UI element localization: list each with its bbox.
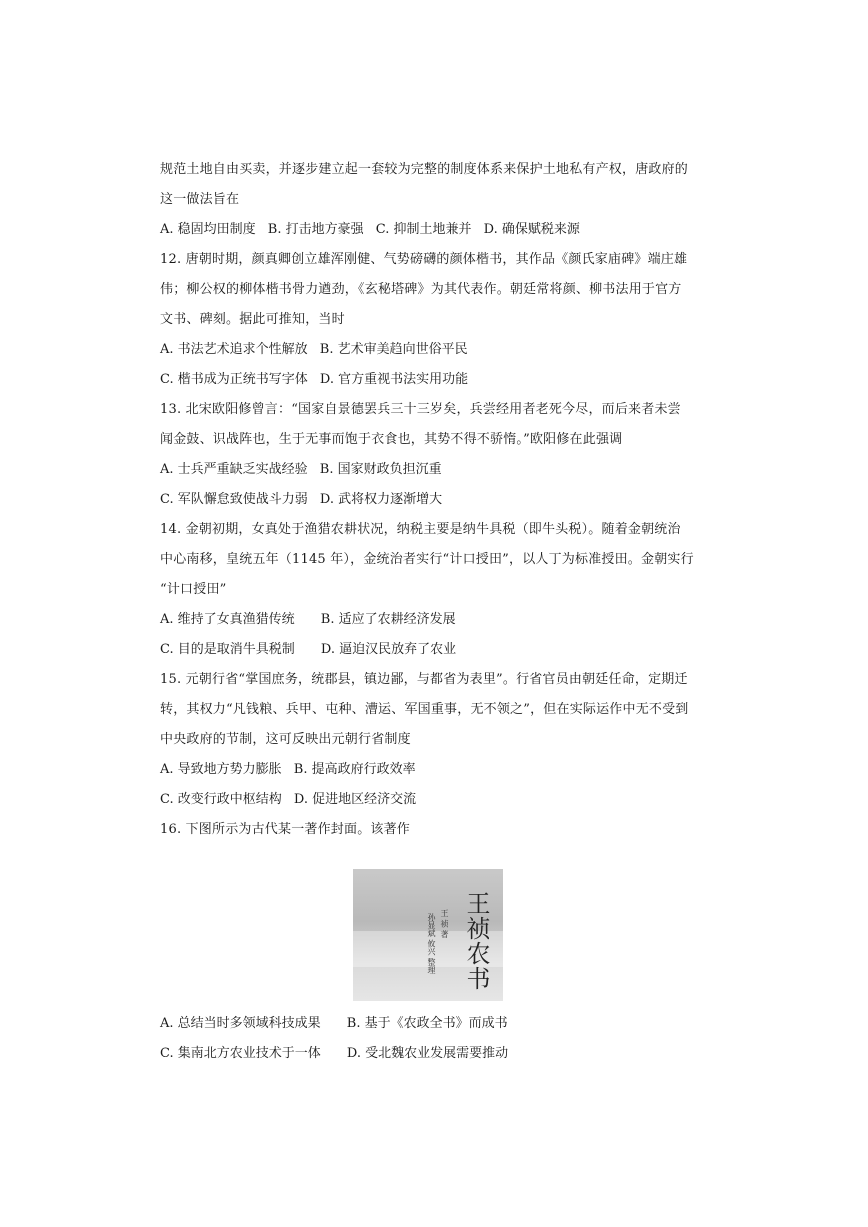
q15-option-c: C. 改变行政中枢结构	[160, 792, 282, 807]
cover-author: 王 祯 著	[440, 909, 449, 939]
q14-option-b: B. 适应了农耕经济发展	[320, 612, 456, 627]
q13-text-line-1: 13. 北宋欧阳修曾言：“国家自景德罢兵三十三岁矣，兵尝经用者老死今尽，而后来者未尝	[160, 402, 681, 417]
q13-text-line-2: 闻金鼓、识战阵也，生于无事而饱于衣食也，其势不得不骄惰。”欧阳修在此强调	[160, 432, 623, 447]
q13-options-row-2	[160, 485, 720, 515]
book-cover-image	[353, 869, 503, 1001]
q11-options	[160, 215, 720, 245]
q14-option-c: C. 目的是取消牛具税制	[160, 642, 295, 657]
q11-option-d: D. 确保赋税来源	[483, 222, 580, 237]
q13-option-c: C. 军队懈怠致使战斗力弱	[160, 492, 308, 507]
q12-text-line-1: 12. 唐朝时期，颜真卿创立雄浑刚健、气势磅礴的颜体楷书，其作品《颜氏家庙碑》端庄雄	[160, 252, 688, 267]
q16-option-c: C. 集南北方农业技术于一体	[160, 1046, 321, 1061]
q12-text-line-2: 伟；柳公权的柳体楷书骨力遒劲，《玄秘塔碑》为其代表作。朝廷常将颜、柳书法用于官方	[160, 282, 682, 297]
q15-options-row-1	[160, 755, 720, 785]
q14-option-d: D. 逼迫汉民放弃了农业	[320, 642, 457, 657]
q11-text-line-1: 规范土地自由买卖，并逐步建立起一套较为完整的制度体系来保护土地私有产权，唐政府的	[160, 162, 689, 177]
q12-option-d: D. 官方重视书法实用功能	[319, 372, 469, 387]
q15-text-line-3: 中央政府的节制，这可反映出元朝行省制度	[160, 732, 411, 747]
q13-option-d: D. 武将权力逐渐增大	[319, 492, 443, 507]
q11-text-line-2: 这一做法旨在	[160, 192, 240, 207]
cover-editor: 孙显斌 攸兴 整理	[427, 913, 436, 975]
q13-options-row-1	[160, 455, 720, 485]
q14-text-line-1: 14. 金朝初期，女真处于渔猎农耕状况，纳税主要是纳牛具税（即牛头税）。随着金朝统治	[160, 522, 681, 537]
q15-text-line-2: 转，其权力“凡钱粮、兵甲、屯种、漕运、军国重事，无不领之”，但在实际运作中无不受到	[160, 702, 689, 717]
q14-option-a: A. 维持了女真渔猎传统	[160, 612, 295, 627]
q12-option-a: A. 书法艺术追求个性解放	[160, 342, 308, 357]
q14-options-row-2	[160, 635, 720, 665]
q16-text-line-1: 16. 下图所示为古代某一著作封面。该著作	[160, 822, 411, 837]
q11-option-b: B. 打击地方豪强	[267, 222, 364, 237]
q16-options-row-2	[160, 1039, 720, 1069]
q15-option-b: B. 提高政府行政效率	[293, 762, 416, 777]
q13-option-a: A. 士兵严重缺乏实战经验	[160, 462, 308, 477]
q15-text-line-1: 15. 元朝行省“掌国庶务，统郡县，镇边鄙，与都省为表里”。行省官员由朝廷任命，定期迁	[160, 672, 688, 687]
q15-option-a: A. 导致地方势力膨胀	[160, 762, 282, 777]
q12-options-row-1	[160, 335, 720, 365]
q12-options-row-2	[160, 365, 720, 395]
q16-option-b: B. 基于《农政全书》而成书	[346, 1016, 508, 1031]
q12-text-line-3: 文书、碑刻。据此可推知，当时	[160, 312, 345, 327]
q16-options	[160, 1009, 720, 1069]
q11-option-a: A. 稳固均田制度	[160, 222, 256, 237]
q14-text-line-2: 中心南移，皇统五年（1145 年），金统治者实行“计口授田”，以人丁为标准授田。金朝实行	[160, 552, 694, 567]
q12-option-c: C. 楷书成为正统书写字体	[160, 372, 308, 387]
cover-title: 王祯农书	[462, 891, 490, 991]
exam-page	[160, 155, 720, 845]
q15-options-row-2	[160, 785, 720, 815]
q16-option-a: A. 总结当时多领域科技成果	[160, 1016, 321, 1031]
q14-text-line-3: “计口授田”	[160, 582, 227, 597]
q16-options-row-1	[160, 1009, 720, 1039]
q14-options-row-1	[160, 605, 720, 635]
q13-option-b: B. 国家财政负担沉重	[319, 462, 442, 477]
q11-option-c: C. 抑制土地兼并	[375, 222, 472, 237]
q15-option-d: D. 促进地区经济交流	[293, 792, 417, 807]
q12-option-b: B. 艺术审美趋向世俗平民	[319, 342, 468, 357]
q16-option-d: D. 受北魏农业发展需要推动	[346, 1046, 509, 1061]
